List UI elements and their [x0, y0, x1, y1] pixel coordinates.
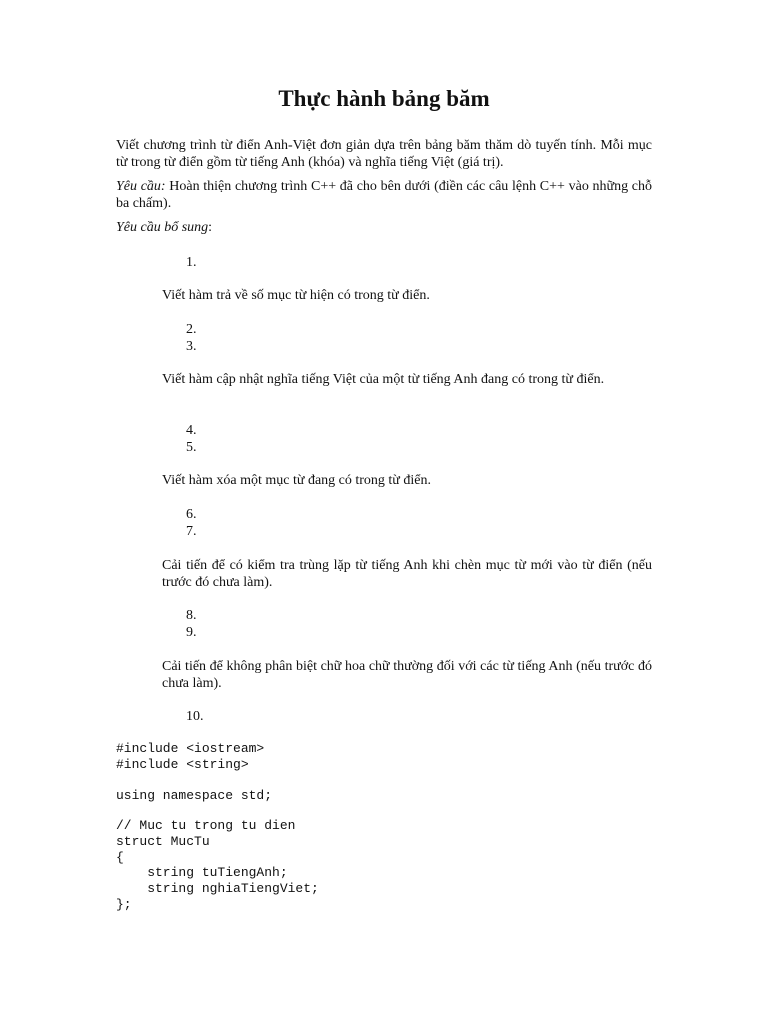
list-item: Viết hàm trả về số mục từ hiện có trong từ điển. [162, 288, 430, 303]
list-number: 8. [186, 608, 197, 623]
code-line: { [116, 850, 124, 865]
requirement-text: Hoàn thiện chương trình C++ đã cho bên dưới (điền các câu lệnh C++ vào những chỗ ba chấm). [116, 179, 652, 211]
code-line: struct MucTu [116, 834, 210, 849]
code-line: #include <string> [116, 757, 249, 772]
intro-paragraph: Viết chương trình từ điển Anh-Việt đơn giản dựa trên bảng băm thăm dò tuyến tính. Mỗi mục từ trong từ điển gồm từ tiếng Anh (khóa) và nghĩa tiếng Việt (giá trị). [116, 138, 652, 170]
code-line: string tuTiengAnh; [116, 865, 288, 880]
code-line: }; [116, 897, 132, 912]
code-line: string nghiaTiengViet; [116, 881, 319, 896]
code-comment: // Muc tu trong tu dien [116, 818, 296, 833]
requirement-paragraph [116, 178, 652, 212]
list-item: Cải tiến để không phân biệt chữ hoa chữ thường đối với các từ tiếng Anh (nếu trước đó chưa làm). [162, 659, 652, 691]
list-number: 6. [186, 507, 197, 522]
extra-requirements-heading [116, 219, 652, 236]
list-number: 1. [186, 255, 197, 270]
list-number: 10. [186, 709, 204, 724]
list-number: 4. [186, 423, 197, 438]
list-number: 7. [186, 524, 197, 539]
code-line: using namespace std; [116, 788, 273, 803]
extra-requirements-label: Yêu cầu bổ sung [116, 220, 209, 235]
code-line: #include <iostream> [116, 741, 265, 756]
requirement-label: Yêu cầu: [116, 179, 166, 194]
page-title: Thực hành bảng băm [278, 86, 490, 111]
list-number: 9. [186, 625, 197, 640]
extra-requirements-colon: : [208, 220, 213, 235]
list-number: 3. [186, 339, 197, 354]
list-item: Viết hàm cập nhật nghĩa tiếng Việt của một từ tiếng Anh đang có trong từ điển. [162, 372, 605, 387]
list-item: Cải tiến để có kiểm tra trùng lặp từ tiếng Anh khi chèn mục từ mới vào từ điển (nếu trước đó chưa làm). [162, 558, 652, 590]
list-item: Viết hàm xóa một mục từ đang có trong từ điển. [162, 473, 432, 488]
list-number: 5. [186, 440, 197, 455]
list-number: 2. [186, 322, 197, 337]
